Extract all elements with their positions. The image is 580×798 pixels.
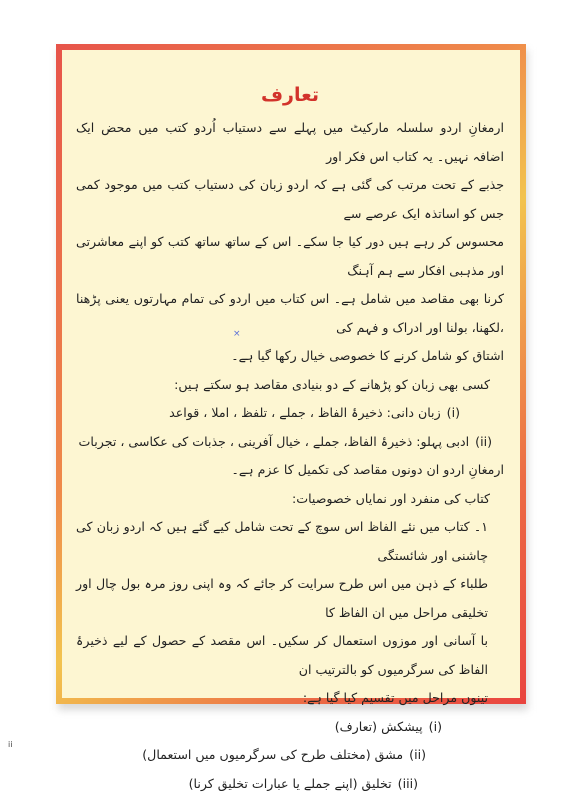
stage-text: تخلیق (اپنے جملے یا عبارات تخلیق کرنا) (189, 776, 392, 791)
stage-number: (i) (429, 713, 442, 742)
goal-number: (ii) (475, 428, 492, 457)
page-title: تعارف (76, 80, 504, 110)
text-line: کرنا بھی مقاصد میں شامل ہے۔ اس کتاب میں اردو کی تمام مہارتوں یعنی پڑھنا ،لکھنا، بولنا اور ادراک و فہم کی (76, 285, 504, 342)
page-number: ii (8, 740, 12, 749)
text-line: ارمغانِ اردو سلسلہ مارکیٹ میں پہلے سے دستیاب اُردو کتب میں محض ایک اضافہ نہیں۔ یہ کتاب اس فکر اور (76, 114, 504, 171)
goal-item (76, 428, 504, 457)
page-body (62, 50, 520, 698)
stage-text: پیشکش (تعارف) (335, 719, 423, 734)
goals-intro: کسی بھی زبان کو پڑھانے کے دو بنیادی مقاصد ہو سکتے ہیں: (76, 371, 504, 400)
goal-number: (i) (447, 399, 460, 428)
stages-list (76, 713, 504, 798)
stage-item (76, 770, 504, 798)
stray-mark: × (233, 330, 241, 339)
goal-text: زبان دانی: ذخیرۂ الفاظ ، جملے ، تلفظ ، املا ، قواعد (169, 405, 441, 420)
goal-text: ادبی پہلو: ذخیرۂ الفاظ، جملے ، خیال آفرینی ، جذبات کی عکاسی ، تجربات (79, 434, 470, 449)
stage-item (76, 713, 504, 742)
text-line: اشتاق کو شامل کرنے کا خصوصی خیال رکھا گیا ہے۔ (76, 342, 504, 371)
text-line: جذبے کے تحت مرتب کی گئی ہے کہ اردو زبان کی دستیاب کتب میں موجود کمی جس کو اساتذہ ایک عرصے سے (76, 171, 504, 228)
goals-conclusion: ارمغانِ اردو ان دونوں مقاصد کی تکمیل کا عزم ہے۔ (76, 456, 504, 485)
page-content (76, 80, 504, 678)
stage-number: (iii) (398, 770, 418, 798)
stage-number: (ii) (409, 741, 426, 770)
text-line: ۱۔ کتاب میں نئے الفاظ اس سوچ کے تحت شامل کیے گئے ہیں کہ اردو زبان کی چاشنی اور شائستگی (76, 513, 488, 570)
feature-paragraph (76, 513, 504, 713)
text-line: با آسانی اور موزوں استعمال کر سکیں۔ اس مقصد کے حصول کے لیے ذخیرۂ الفاظ کی سرگرمیوں کو بالترتیب ان (76, 627, 488, 684)
page-frame (56, 44, 526, 704)
intro-paragraph (76, 114, 504, 371)
text-line: طلباء کے ذہن میں اس طرح سرایت کر جائے کہ وہ اپنی روز مرہ بول چال اور تخلیقی مراحل میں ان الفاظ کا (76, 570, 488, 627)
stage-text: مشق (مختلف طرح کی سرگرمیوں میں استعمال) (142, 747, 403, 762)
stage-item (76, 741, 504, 770)
goals-list (76, 399, 504, 456)
text-line: محسوس کر رہے ہیں دور کیا جا سکے۔ اس کے ساتھ ساتھ کتب کو اپنے معاشرتی اور مذہبی افکار سے ہم آہنگ (76, 228, 504, 285)
text-line: تینوں مراحل میں تقسیم کیا گیا ہے: (76, 684, 488, 713)
goal-item (76, 399, 504, 428)
features-heading: کتاب کی منفرد اور نمایاں خصوصیات: (76, 485, 504, 514)
